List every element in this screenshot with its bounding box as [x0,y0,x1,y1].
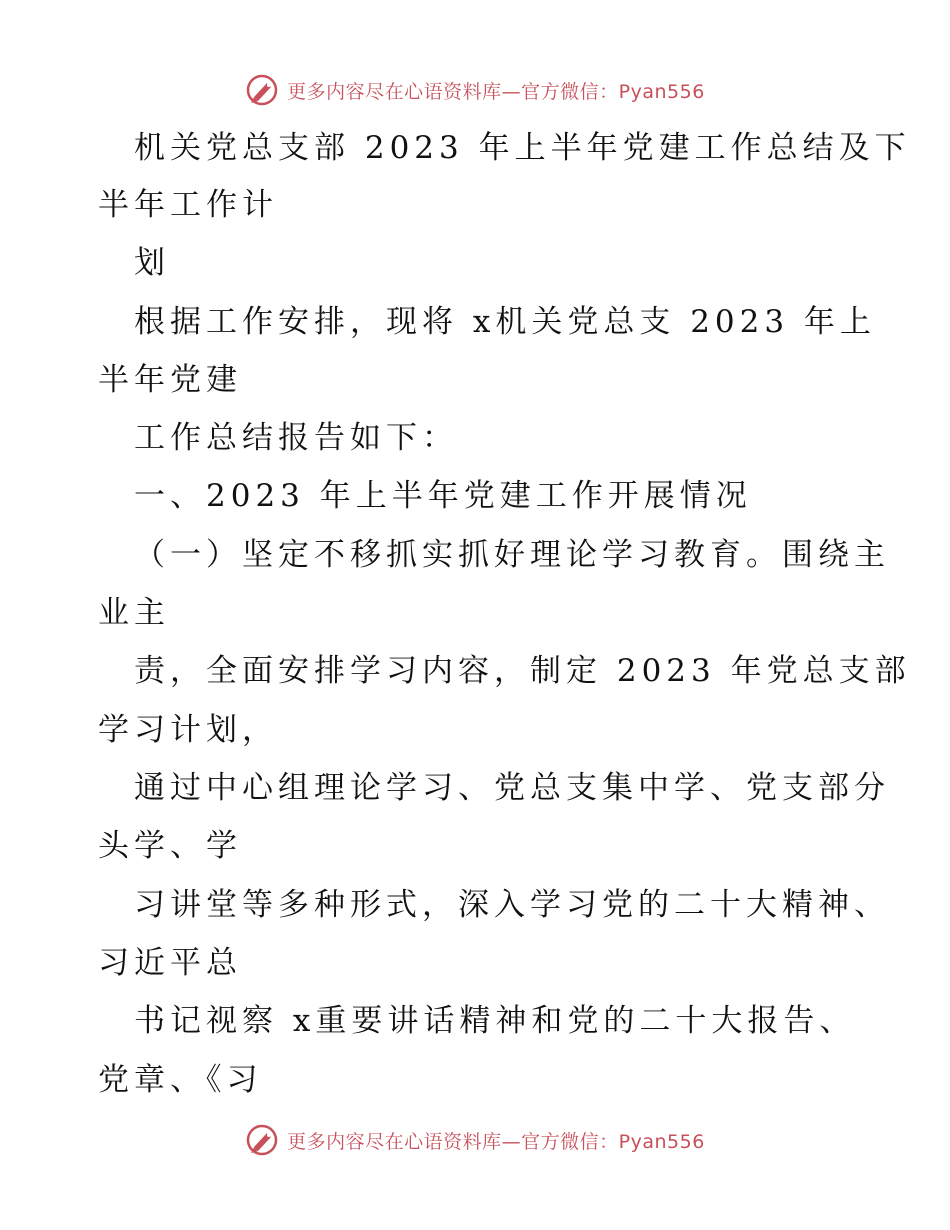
text-line: 机关党总支部 2023 年上半年党建工作总结及下 [134,130,911,166]
text-line: 工作总结报告如下： [134,420,458,456]
header-watermark [0,70,950,110]
text-line: 划 [134,245,170,281]
footer-watermark [0,1120,950,1160]
watermark-text: 更多内容尽在心语资料库—官方微信：Pyan556 [287,1130,705,1153]
pen-logo-icon [245,73,279,107]
text-line: 习近平总 [98,945,242,981]
text-line: （一）坚定不移抓实抓好理论学习教育。围绕主 [134,537,890,573]
text-line: 半年工作计 [98,187,278,223]
text-line: 书记视察 x重要讲话精神和党的二十大报告、 [134,1003,856,1039]
pen-logo-icon [245,1123,279,1157]
text-line: 半年党建 [98,362,242,398]
text-line: 通过中心组理论学习、党总支集中学、党支部分 [134,770,890,806]
text-line: 头学、学 [98,828,242,864]
text-line: 党章、《习 [98,1062,263,1098]
text-line: 业主 [98,595,170,631]
text-line: 一、2023 年上半年党建工作开展情况 [134,478,752,514]
text-line: 习讲堂等多种形式，深入学习党的二十大精神、 [134,887,890,923]
text-line: 学习计划， [98,712,278,748]
text-line: 根据工作安排，现将 x机关党总支 2023 年上 [134,304,876,340]
text-line: 责，全面安排学习内容，制定 2023 年党总支部 [134,653,911,689]
watermark-text: 更多内容尽在心语资料库—官方微信：Pyan556 [287,80,705,103]
